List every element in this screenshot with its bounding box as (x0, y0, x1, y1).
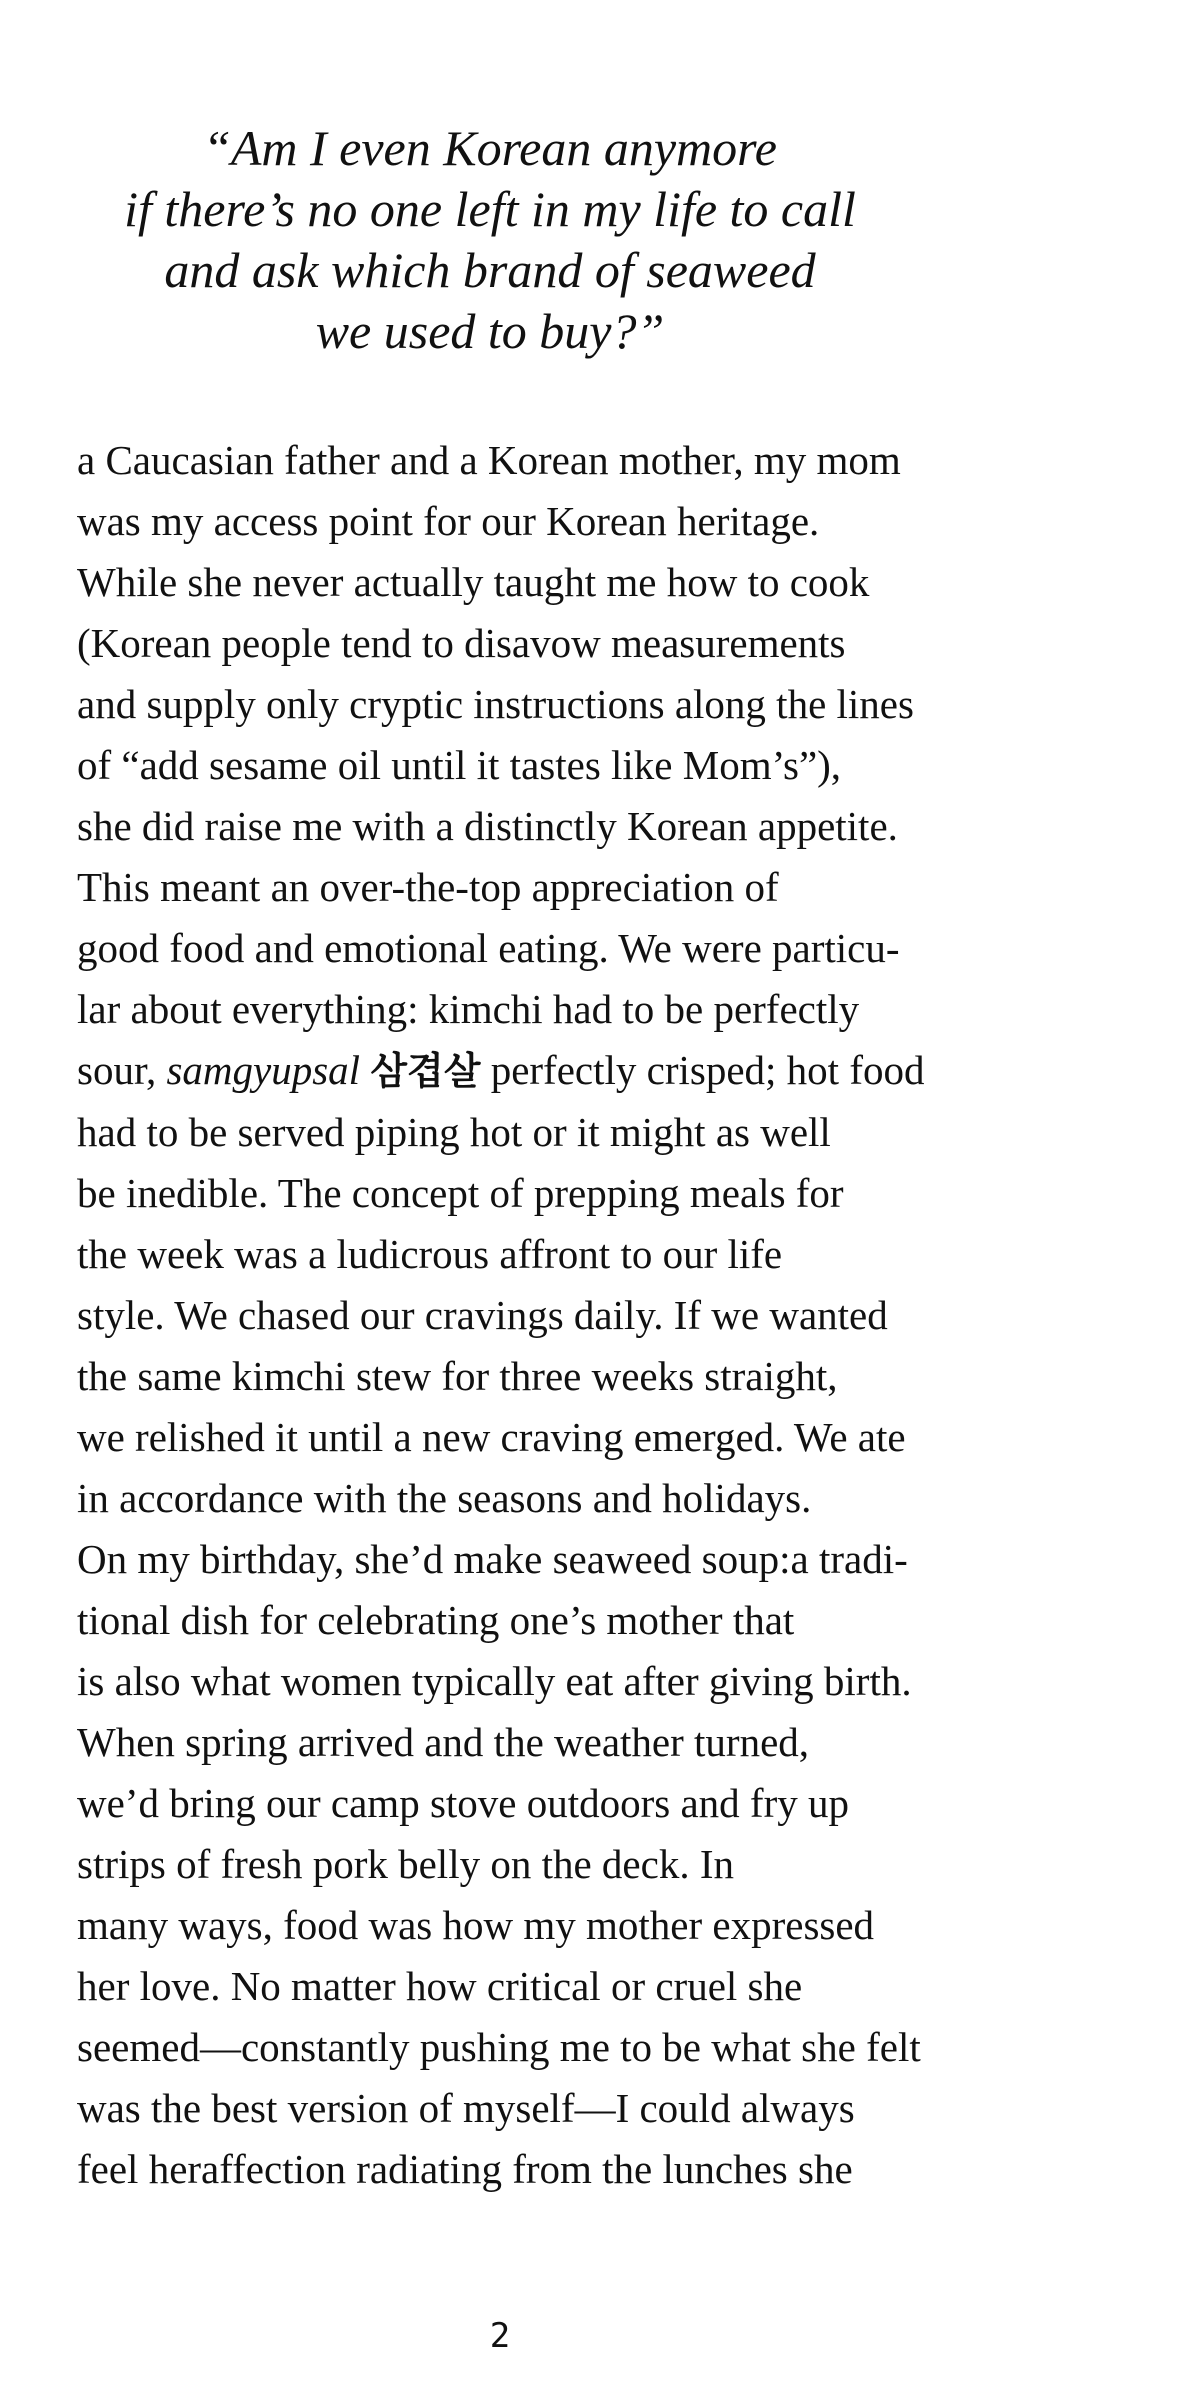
body-line: was the best version of myself—I could always (77, 2085, 855, 2131)
body-line: (Korean people tend to disavow measurements (77, 620, 846, 666)
body-line: had to be served piping hot or it might as well (77, 1109, 831, 1155)
body-line: of “add sesame oil until it tastes like Mom’s”), (77, 742, 842, 788)
body-line: This meant an over-the-top appreciation of (77, 864, 779, 910)
line-text-prefix: sour, (77, 1047, 167, 1093)
body-line: tional dish for celebrating one’s mother that (77, 1597, 795, 1643)
body-line: is also what women typically eat after giving birth. (77, 1658, 912, 1704)
body-line: and supply only cryptic instructions along the lines (77, 681, 914, 727)
body-line: When spring arrived and the weather turned, (77, 1719, 810, 1765)
body-line: While she never actually taught me how to cook (77, 559, 870, 605)
body-line: seemed—constantly pushing me to be what she felt (77, 2024, 921, 2070)
body-line: strips of fresh pork belly on the deck. In (77, 1841, 734, 1887)
body-line: was my access point for our Korean heritage. (77, 498, 820, 544)
body-line: On my birthday, she’d make seaweed soup:a tradi- (77, 1536, 908, 1582)
body-line: style. We chased our cravings daily. If we wanted (77, 1292, 888, 1338)
pull-quote-line: if there’s no one left in my life to call (124, 181, 856, 237)
body-line: the same kimchi stew for three weeks straight, (77, 1353, 838, 1399)
body-line: good food and emotional eating. We were particu- (77, 925, 900, 971)
pull-quote-line: “Am I even Korean anymore (203, 120, 777, 176)
body-line: her love. No matter how critical or cruel she (77, 1963, 803, 2009)
line-text-suffix: perfectly crisped; hot food (480, 1047, 925, 1093)
body-line: the week was a ludicrous affront to our life (77, 1231, 783, 1277)
body-line: be inedible. The concept of prepping meals for (77, 1170, 844, 1216)
pull-quote-line: we used to buy?” (315, 303, 665, 359)
body-line: we relished it until a new craving emerged. We ate (77, 1414, 906, 1460)
page-number: 2 (489, 2316, 511, 2356)
body-line: we’d bring our camp stove outdoors and fry up (77, 1780, 849, 1826)
body-line: a Caucasian father and a Korean mother, my mom (77, 437, 901, 483)
body-paragraph (77, 430, 1123, 2200)
body-line: feel heraffection radiating from the lunches she (77, 2146, 853, 2192)
pull-quote (100, 118, 880, 362)
body-line: she did raise me with a distinctly Korean appetite. (77, 803, 898, 849)
body-line: lar about everything: kimchi had to be perfectly (77, 986, 860, 1032)
hangul-term: 삼겹살 (370, 1049, 481, 1093)
romanized-term: samgyupsal (166, 1047, 361, 1093)
body-line: many ways, food was how my mother expressed (77, 1902, 875, 1948)
body-line-with-korean-term (77, 1040, 1123, 1102)
pull-quote-line: and ask which brand of seaweed (164, 242, 816, 298)
body-line: in accordance with the seasons and holidays. (77, 1475, 812, 1521)
